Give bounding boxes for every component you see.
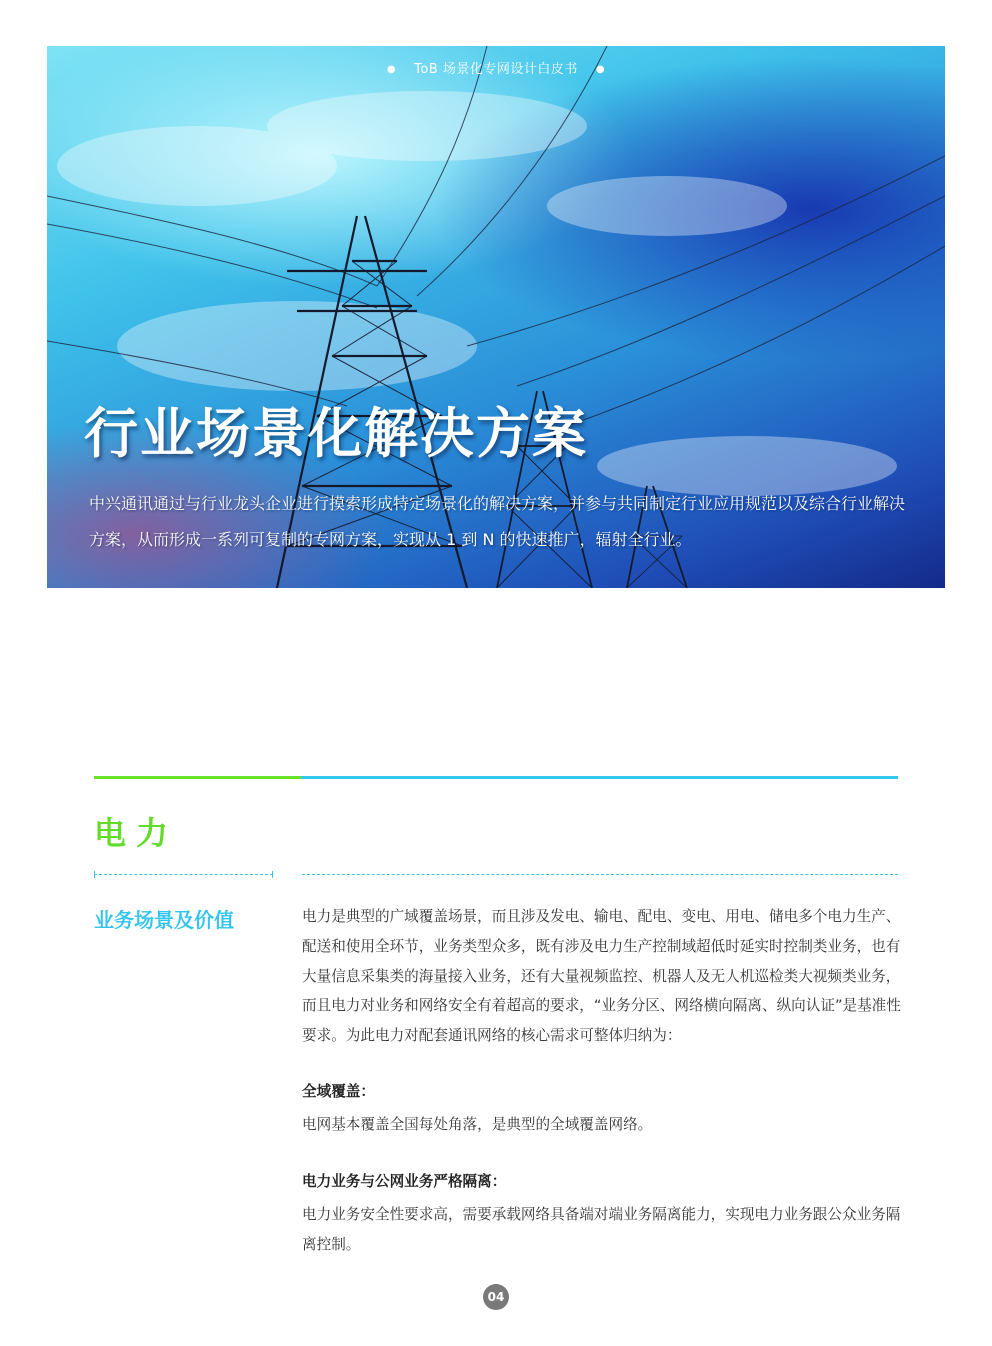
divider-blue-segment bbox=[301, 776, 898, 779]
document-title: ToB 场景化专网设计白皮书 bbox=[414, 62, 578, 77]
section-divider bbox=[94, 776, 898, 779]
item-text: 电力业务安全性要求高，需要承载网络具备端对端业务隔离能力，实现电力业务跟公众业务隔离控制。 bbox=[302, 1206, 901, 1253]
hero-banner bbox=[47, 46, 945, 588]
item-text: 电网基本覆盖全国每处角落，是典型的全域覆盖网络。 bbox=[302, 1116, 653, 1133]
bullet-dot-icon: ● bbox=[595, 64, 606, 75]
section-intro bbox=[302, 902, 902, 1051]
document-header bbox=[47, 58, 945, 77]
intro-paragraph: 电力是典型的广域覆盖场景，而且涉及发电、输电、配电、变电、用电、储电多个电力生产、配送和使用全环节，业务类型众多，既有涉及电力生产控制域超低时延实时控制类业务，也有大量信息采集类的海量接入业务，还有大量视频监控、机器人及无人机巡检类大视频类业务，而且电力对业务和网络安全有着超高的要求，“业务分区、网络横向隔离、纵向认证”是基准性要求。为此电力对配套通讯网络的核心需求可整体归纳为： bbox=[302, 908, 901, 1045]
subtitle-dashed-rule bbox=[94, 874, 273, 875]
page-number-badge: 04 bbox=[483, 1284, 509, 1310]
hero-description: 中兴通讯通过与行业龙头企业进行摸索形成特定场景化的解决方案，并参与共同制定行业应用规范以及综合行业解决方案，从而形成一系列可复制的专网方案，实现从 1 到 N 的快速推广，辐射全行业。 bbox=[89, 494, 906, 549]
item-heading: 电力业务与公网业务严格隔离： bbox=[302, 1173, 507, 1190]
section-subtitle: 业务场景及价值 bbox=[94, 908, 234, 932]
item-heading: 全域覆盖： bbox=[302, 1083, 375, 1100]
divider-green-segment bbox=[94, 776, 301, 779]
hero-title: 行业场景化解决方案 bbox=[84, 402, 588, 465]
bullet-dot-icon: ● bbox=[386, 64, 397, 75]
content-dashed-rule bbox=[302, 874, 898, 875]
section-title: 电力 bbox=[94, 814, 179, 852]
